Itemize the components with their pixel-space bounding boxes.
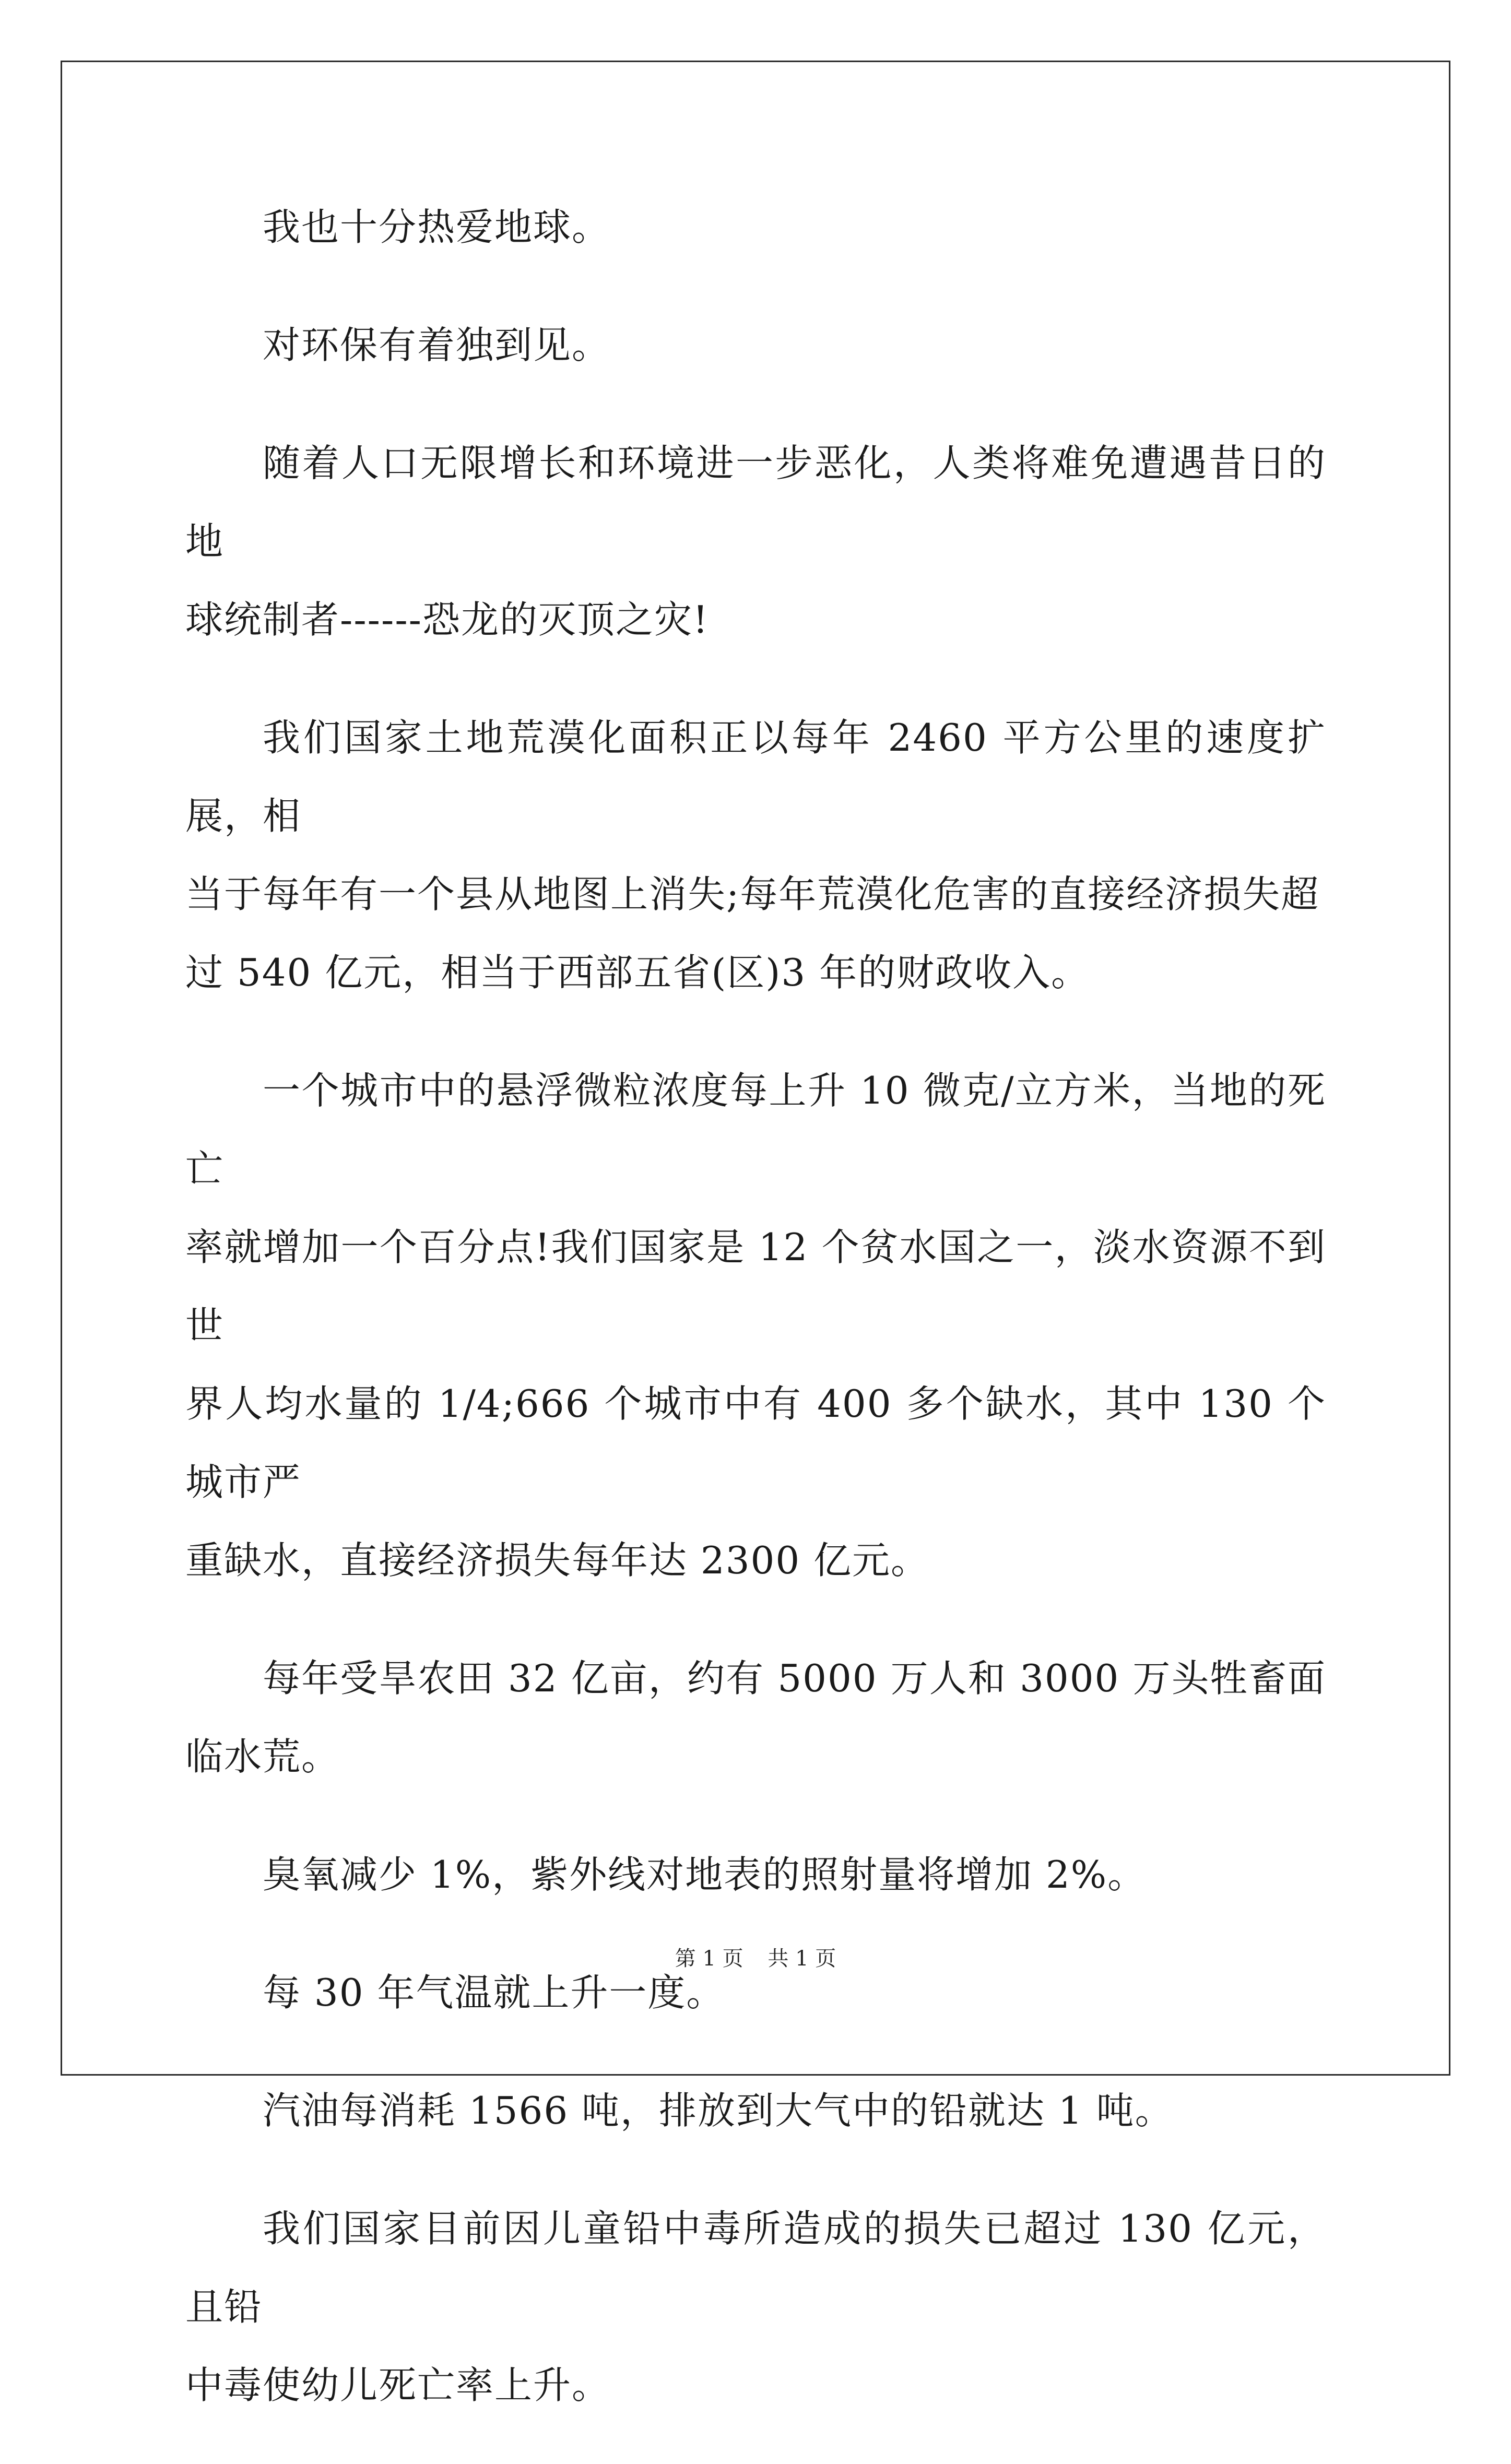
paragraph-line: 球统制者------恐龙的灭顶之灾! [185, 598, 709, 642]
paragraph-line: 随着人口无限增长和环境进一步恶化，人类将难免遭遇昔日的地 [185, 441, 1326, 563]
paragraph-line: 率就增加一个百分点!我们国家是 12 个贫水国之一，淡水资源不到世 [185, 1225, 1326, 1347]
paragraph-line: 界人均水量的 1/4;666 个城市中有 400 多个缺水，其中 130 个城市严 [185, 1382, 1326, 1504]
paragraph-line: 一个城市中的悬浮微粒浓度每上升 10 微克/立方米，当地的死亡 [185, 1069, 1326, 1191]
paragraph-line: 重缺水，直接经济损失每年达 2300 亿元。 [185, 1538, 930, 1582]
paragraph-line: 汽油每消耗 1566 吨，排放到大气中的铅就达 1 吨。 [263, 2089, 1174, 2133]
page-footer [0, 1942, 1511, 1972]
paragraph-9 [185, 2071, 1326, 2150]
paragraph-7 [185, 1835, 1326, 1914]
page-number-current: 第 1 页 [675, 1947, 743, 1971]
paragraph-line: 中毒使幼儿死亡率上升。 [185, 2363, 611, 2407]
paragraph-line: 我们国家土地荒漠化面积正以每年 2460 平方公里的速度扩展，相 [185, 716, 1326, 838]
paragraph-line: 每年受旱农田 32 亿亩，约有 5000 万人和 3000 万头牲畜面临水荒。 [185, 1656, 1326, 1779]
paragraph-line: 过 540 亿元，相当于西部五省(区)3 年的财政收入。 [185, 951, 1090, 994]
paragraph-line: 每 30 年气温就上升一度。 [263, 1971, 725, 2015]
paragraph-10 [185, 2189, 1326, 2424]
paragraph-line: 我也十分热爱地球。 [263, 205, 611, 249]
paragraph-3 [185, 424, 1326, 659]
paragraph-line: 我们国家目前因儿童铅中毒所造成的损失已超过 130 亿元，且铅 [185, 2207, 1326, 2329]
document-body [185, 188, 1326, 2464]
page-number-total: 共 1 页 [768, 1947, 836, 1971]
paragraph-1 [185, 188, 1326, 266]
paragraph-line: 臭氧减少 1%，紫外线对地表的照射量将增加 2%。 [263, 1853, 1147, 1897]
paragraph-2 [185, 306, 1326, 384]
paragraph-line: 当于每年有一个县从地图上消失;每年荒漠化危害的直接经济损失超 [185, 872, 1320, 916]
paragraph-5 [185, 1051, 1326, 1600]
paragraph-4 [185, 698, 1326, 1012]
paragraph-6 [185, 1639, 1326, 1796]
paragraph-line: 对环保有着独到见。 [263, 323, 611, 367]
